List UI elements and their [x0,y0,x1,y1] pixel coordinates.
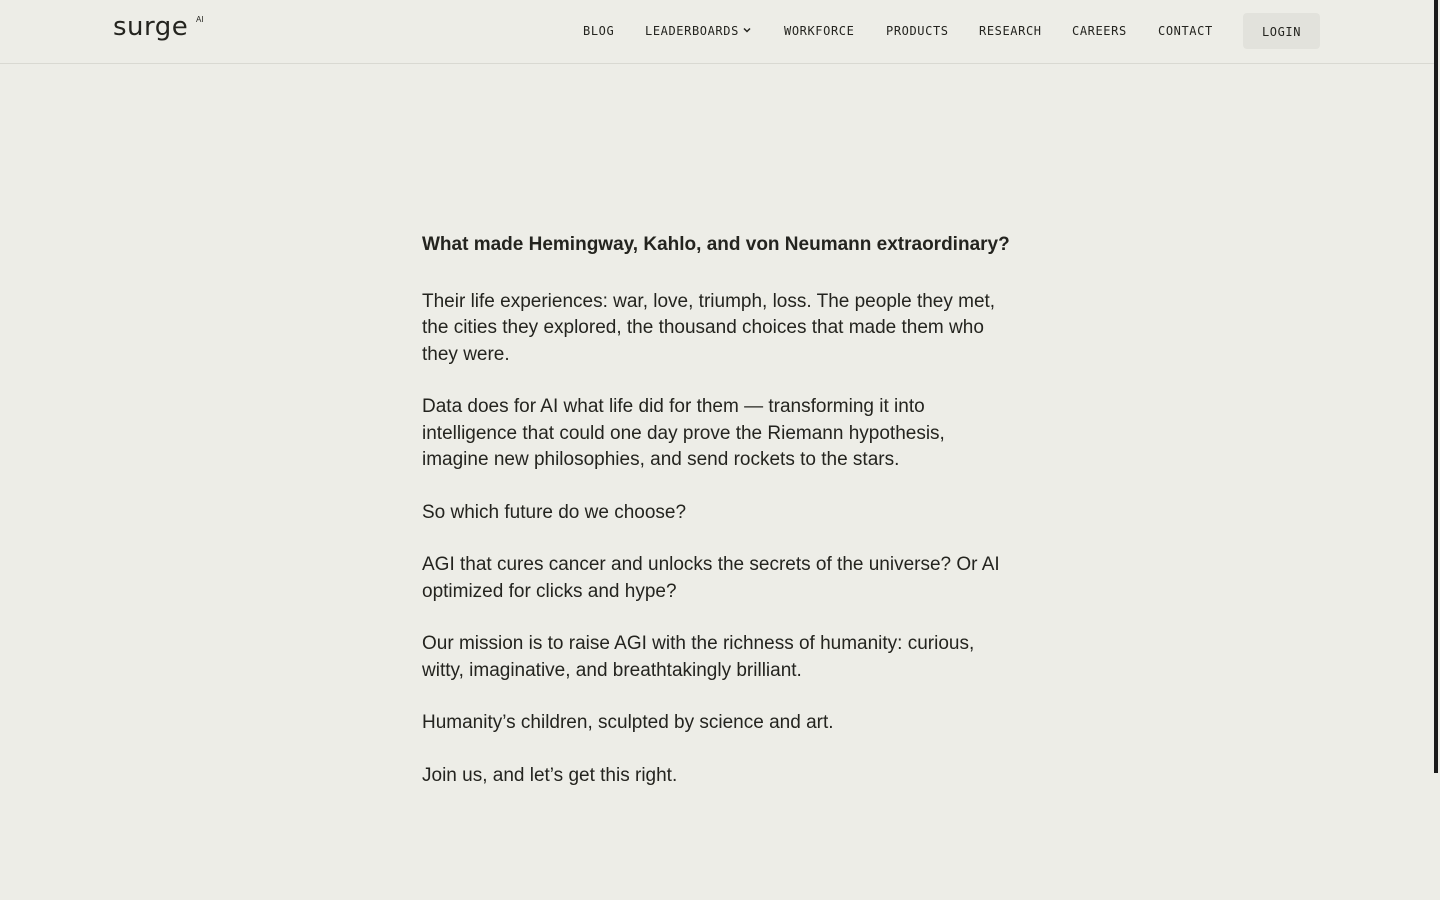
scrollbar-thumb[interactable] [1434,0,1438,773]
paragraph-our-mission: Our mission is to raise AGI with the richness of humanity: curious, witty, imaginative, and breathtakingly brilliant. [422,633,975,681]
nav-blog[interactable]: BLOG [583,24,615,38]
nav-products[interactable]: PRODUCTS [886,24,949,38]
paragraph-life-experiences: Their life experiences: war, love, triumph, loss. The people they met, the cities they explored, the thousand choices that made them who they were. [422,290,996,365]
nav-workforce[interactable]: WORKFORCE [784,24,855,38]
mission-heading: What made Hemingway, Kahlo, and von Neumann extraordinary? [422,234,1010,255]
main-nav [0,0,1434,64]
paragraph-humanity-children: Humanity’s children, sculpted by science and art. [422,712,834,733]
nav-leaderboards[interactable] [645,23,751,39]
paragraph-which-future: So which future do we choose? [422,501,687,523]
logo-superscript: AI [196,15,204,24]
login-button[interactable]: LOGIN [1243,13,1320,49]
paragraph-agi-question: AGI that cures cancer and unlocks the secrets of the universe? Or AI optimized for clicks and hype? [422,554,1000,602]
chevron-down-icon [743,26,751,34]
nav-leaderboards-label: LEADERBOARDS [645,24,739,38]
paragraph-join-us: Join us, and let’s get this right. [422,764,678,786]
site-header [0,0,1434,64]
paragraph-data-for-ai: Data does for AI what life did for them — transforming it into intelligence that could one day prove the Riemann hypothesis, imagine new philosophies, and send rockets to the stars. [422,396,945,470]
mission-statement [422,232,1012,815]
nav-careers[interactable]: CAREERS [1072,24,1127,38]
logo-wordmark: surge [113,12,189,42]
nav-research[interactable]: RESEARCH [979,24,1042,38]
nav-contact[interactable]: CONTACT [1158,24,1213,38]
